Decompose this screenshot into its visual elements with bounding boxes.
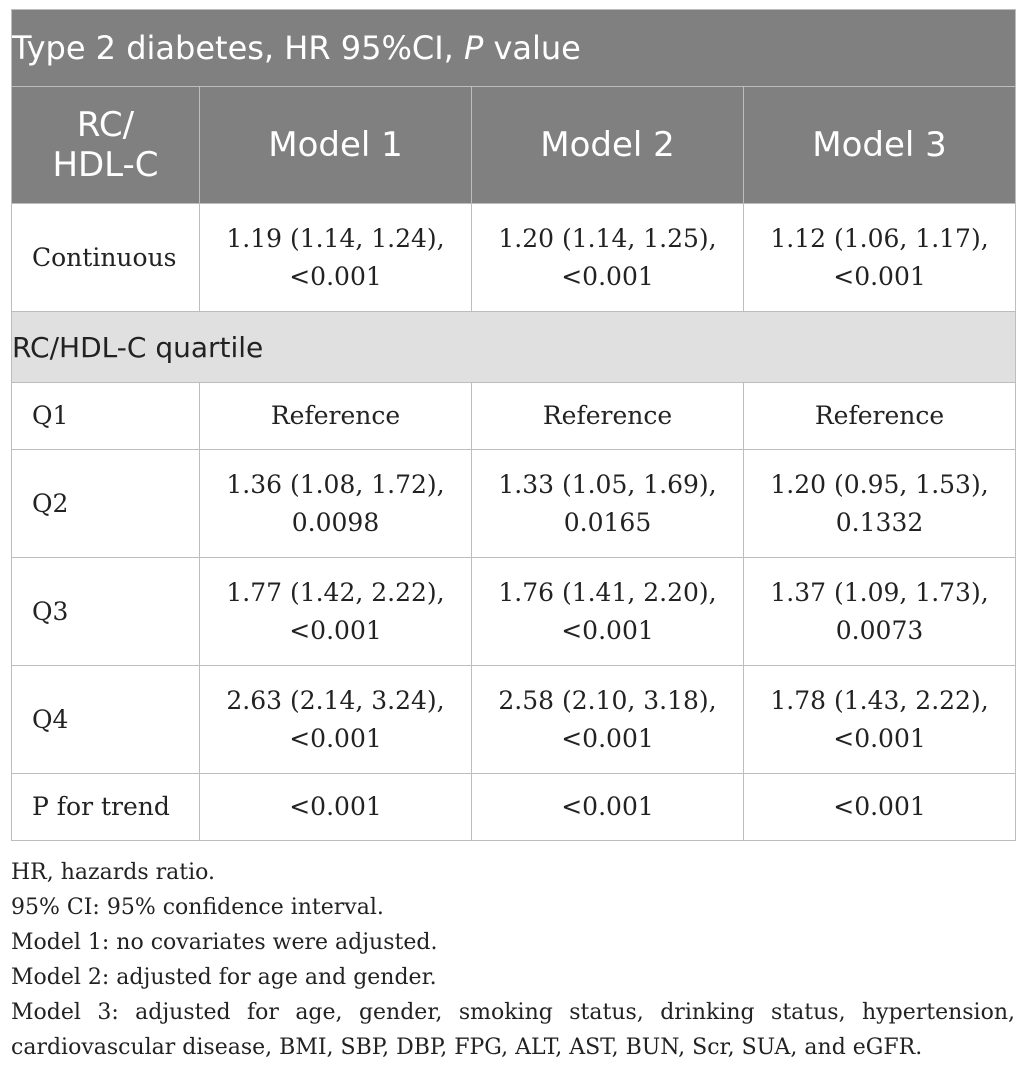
footnote-model-2: Model 2: adjusted for age and gender.	[11, 965, 437, 990]
table-title	[12, 10, 1016, 87]
table-row-q4	[12, 666, 1016, 774]
table-row-q2	[12, 450, 1016, 558]
p-value: 0.0098	[291, 507, 380, 537]
table-cell	[472, 666, 744, 774]
footnote-ci: 95% CI: 95% confidence interval.	[11, 895, 384, 920]
table-cell	[200, 204, 472, 312]
hr-value: 1.78 (1.43, 2.22),	[770, 685, 989, 715]
table-cell	[200, 558, 472, 666]
table-cell	[744, 666, 1016, 774]
table-cell	[472, 558, 744, 666]
section-header-row	[12, 312, 1016, 383]
table-cell: <0.001	[472, 774, 744, 841]
hr-value: 2.58 (2.10, 3.18),	[498, 685, 717, 715]
model-2-header: Model 2	[472, 87, 744, 204]
section-label: RC/HDL-C quartile	[12, 312, 1016, 383]
table-footnotes	[11, 855, 1015, 1065]
hazard-ratio-table	[11, 9, 1016, 841]
table-cell: Reference	[472, 383, 744, 450]
p-value: <0.001	[289, 723, 382, 753]
table-row-trend	[12, 774, 1016, 841]
table-cell	[744, 450, 1016, 558]
table-cell	[744, 204, 1016, 312]
table-row-q3	[12, 558, 1016, 666]
hr-value: 1.77 (1.42, 2.22),	[226, 577, 445, 607]
hr-value: 1.19 (1.14, 1.24),	[226, 223, 445, 253]
p-value: <0.001	[561, 723, 654, 753]
p-value: <0.001	[833, 261, 926, 291]
hr-value: 1.76 (1.41, 2.20),	[498, 577, 717, 607]
column-header-row	[12, 87, 1016, 204]
title-italic-p: P	[463, 29, 484, 67]
row-label: Q1	[12, 383, 200, 450]
hr-value: 1.36 (1.08, 1.72),	[226, 469, 445, 499]
hr-value: 1.12 (1.06, 1.17),	[770, 223, 989, 253]
footnote-model-3: Model 3: adjusted for age, gender, smoking status, drinking status, hypertension, cardiovascular disease, BMI, SBP, DBP, FPG, ALT, AST, BUN, Scr, SUA, and eGFR.	[11, 1000, 1015, 1060]
p-value: <0.001	[833, 723, 926, 753]
row-label: Q2	[12, 450, 200, 558]
footnote-hr: HR, hazards ratio.	[11, 860, 215, 885]
row-label: Continuous	[12, 204, 200, 312]
hr-value: 1.20 (1.14, 1.25),	[498, 223, 717, 253]
model-3-header: Model 3	[744, 87, 1016, 204]
p-value: <0.001	[289, 261, 382, 291]
table-row-continuous	[12, 204, 1016, 312]
table-cell: Reference	[200, 383, 472, 450]
table-cell: Reference	[744, 383, 1016, 450]
p-value: 0.0165	[563, 507, 652, 537]
model-1-header: Model 1	[200, 87, 472, 204]
table-title-row	[12, 10, 1016, 87]
row-label: Q3	[12, 558, 200, 666]
hr-value: 1.37 (1.09, 1.73),	[770, 577, 989, 607]
row-label: Q4	[12, 666, 200, 774]
table-cell	[200, 450, 472, 558]
table-cell	[472, 204, 744, 312]
p-value: 0.0073	[835, 615, 924, 645]
row-label-header-line2: HDL-C	[52, 145, 159, 185]
row-label-header	[12, 87, 200, 204]
row-label-header-line1: RC/	[76, 105, 135, 145]
p-value: 0.1332	[835, 507, 924, 537]
table-cell: <0.001	[200, 774, 472, 841]
hr-value: 1.33 (1.05, 1.69),	[498, 469, 717, 499]
hr-value: 1.20 (0.95, 1.53),	[770, 469, 989, 499]
table-cell: <0.001	[744, 774, 1016, 841]
table-cell	[744, 558, 1016, 666]
row-label: P for trend	[12, 774, 200, 841]
title-prefix: Type 2 diabetes, HR 95%CI,	[12, 29, 464, 67]
p-value: <0.001	[289, 615, 382, 645]
hr-value: 2.63 (2.14, 3.24),	[226, 685, 445, 715]
table-cell	[200, 666, 472, 774]
footnote-model-1: Model 1: no covariates were adjusted.	[11, 930, 438, 955]
table-row-q1	[12, 383, 1016, 450]
p-value: <0.001	[561, 615, 654, 645]
results-table-container	[11, 9, 1015, 1065]
p-value: <0.001	[561, 261, 654, 291]
table-cell	[472, 450, 744, 558]
title-suffix: value	[483, 29, 581, 67]
